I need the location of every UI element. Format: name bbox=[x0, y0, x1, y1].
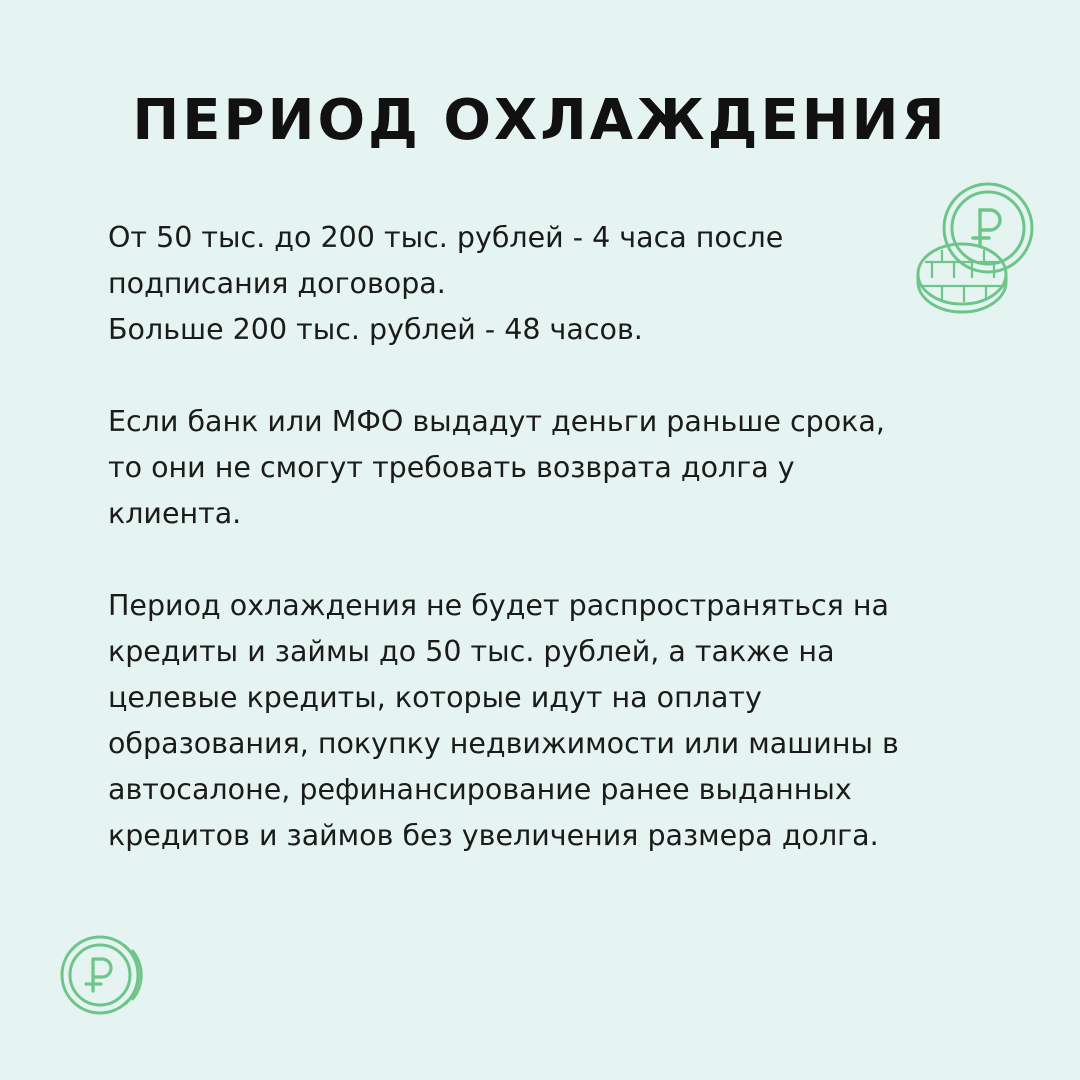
paragraph-line: От 50 тыс. до 200 тыс. рублей - 4 часа после bbox=[108, 221, 784, 254]
paragraph-line: кредитов и займов без увеличения размера долга. bbox=[108, 819, 879, 852]
body-copy bbox=[108, 215, 988, 859]
paragraph-line: кредиты и займы до 50 тыс. рублей, а также на bbox=[108, 635, 835, 668]
paragraph-line: целевые кредиты, которые идут на оплату bbox=[108, 681, 762, 714]
ruble-coin-stack-icon bbox=[898, 170, 1038, 330]
ruble-coin-icon bbox=[52, 923, 157, 1028]
paragraph-line: то они не смогут требовать возврата долга у bbox=[108, 451, 795, 484]
paragraph-line: образования, покупку недвижимости или машины в bbox=[108, 727, 899, 760]
paragraph-line: подписания договора. bbox=[108, 267, 446, 300]
paragraph-line: автосалоне, рефинансирование ранее выданных bbox=[108, 773, 852, 806]
paragraph-line: Период охлаждения не будет распространяться на bbox=[108, 589, 889, 622]
paragraph-terms bbox=[108, 215, 988, 353]
paragraph-early-issue bbox=[108, 399, 988, 537]
paragraph-line: Если банк или МФО выдадут деньги раньше срока, bbox=[108, 405, 885, 438]
paragraph-line: Больше 200 тыс. рублей - 48 часов. bbox=[108, 313, 643, 346]
paragraph-exceptions bbox=[108, 583, 988, 859]
paragraph-line: клиента. bbox=[108, 497, 242, 530]
page-title: ПЕРИОД ОХЛАЖДЕНИЯ bbox=[132, 88, 948, 153]
